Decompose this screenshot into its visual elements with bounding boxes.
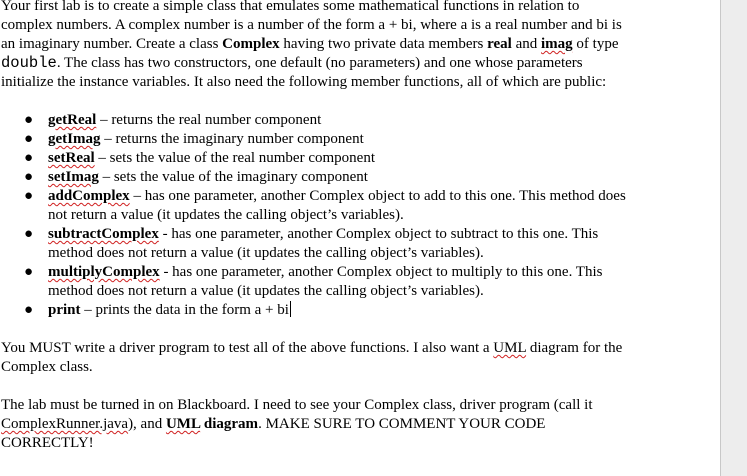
function-desc: – returns the real number component: [96, 112, 322, 128]
driver-paragraph: [1, 339, 631, 377]
text-cursor: [290, 301, 291, 317]
list-item-getimag: [1, 130, 631, 149]
submit-text-1: The lab must be turned in on Blackboard. I need to see your Complex class, driver program (call it: [1, 397, 593, 413]
filename-complexrunner: ComplexRunner.java: [1, 416, 129, 432]
function-name: getReal: [48, 112, 97, 128]
list-item-print: [1, 301, 631, 320]
function-name: multiplyComplex: [48, 264, 160, 280]
function-desc: – sets the value of the imaginary component: [98, 169, 368, 185]
intro-text-2: having two private data members: [279, 36, 488, 52]
uml-word: UML: [493, 340, 527, 356]
list-item-multiplycomplex: [1, 263, 631, 301]
submit-text-2: ), and: [128, 416, 166, 432]
list-item-setimag: [1, 168, 631, 187]
function-desc: - has one parameter, another Complex object to multiply to this one. This method does not return a value (it updates the calling object’s variables).: [48, 264, 603, 299]
class-name-complex: Complex: [222, 36, 280, 52]
member-imag: imag: [541, 36, 573, 52]
function-name: subtractComplex: [48, 226, 159, 242]
driver-text-1: You MUST write a driver program to test all of the above functions. I also want a: [1, 340, 494, 356]
function-desc: – returns the imaginary number component: [100, 131, 364, 147]
list-item-addcomplex: [1, 187, 631, 225]
blank-line: [1, 92, 631, 111]
diagram-word-bold: diagram: [203, 416, 259, 432]
blank-line: [1, 320, 631, 339]
bullet-icon: ●: [24, 226, 34, 242]
page-edge-divider: [720, 0, 721, 476]
submit-text-4: . MAKE SURE TO COMMENT YOUR CODE CORRECTLY!: [1, 416, 546, 451]
uml-word-bold: UML: [165, 416, 201, 432]
bullet-icon: ●: [24, 264, 34, 280]
submit-paragraph: [1, 396, 631, 453]
list-item-setreal: [1, 149, 631, 168]
intro-text-3: and: [511, 36, 541, 52]
bullet-icon: ●: [24, 131, 34, 147]
bullet-icon: ●: [24, 150, 34, 166]
function-desc: – sets the value of the real number component: [94, 150, 375, 166]
driver-text-2: diagram for the Complex class.: [1, 340, 623, 375]
function-name: addComplex: [48, 188, 130, 204]
document-body[interactable]: [1, 0, 631, 453]
bullet-icon: ●: [24, 112, 34, 128]
function-desc: - has one parameter, another Complex object to subtract to this one. This method does not return a value (it updates the calling object’s variables).: [48, 226, 599, 261]
function-name: getImag: [48, 131, 101, 147]
intro-text-5: . The class has two constructors, one default (no parameters) and one whose parameters initialize the instance variables. It also need the following member functions, all of which are public:: [1, 55, 607, 90]
intro-paragraph: [1, 0, 631, 92]
bullet-icon: ●: [24, 302, 34, 318]
member-real: real: [487, 36, 512, 52]
bullet-icon: ●: [24, 188, 34, 204]
function-name: setImag: [48, 169, 99, 185]
function-name: print: [48, 302, 81, 318]
function-desc: – prints the data in the form a + bi: [80, 302, 289, 318]
intro-text-4: of type: [572, 36, 619, 52]
function-list: [1, 111, 631, 320]
function-desc: – has one parameter, another Complex object to add to this one. This method does not return a value (it updates the calling object’s variables).: [48, 188, 626, 223]
blank-line: [1, 377, 631, 396]
list-item-getreal: [1, 111, 631, 130]
bullet-icon: ●: [24, 169, 34, 185]
function-name: setReal: [48, 150, 95, 166]
intro-text-1: Your first lab is to create a simple class that emulates some mathematical functions in relation to complex numbers. A complex number is a number of the form a + bi, where a is a real number and bi is an imaginary number. Create a class: [1, 0, 622, 52]
list-item-subtractcomplex: [1, 225, 631, 263]
type-double: double: [1, 54, 57, 72]
